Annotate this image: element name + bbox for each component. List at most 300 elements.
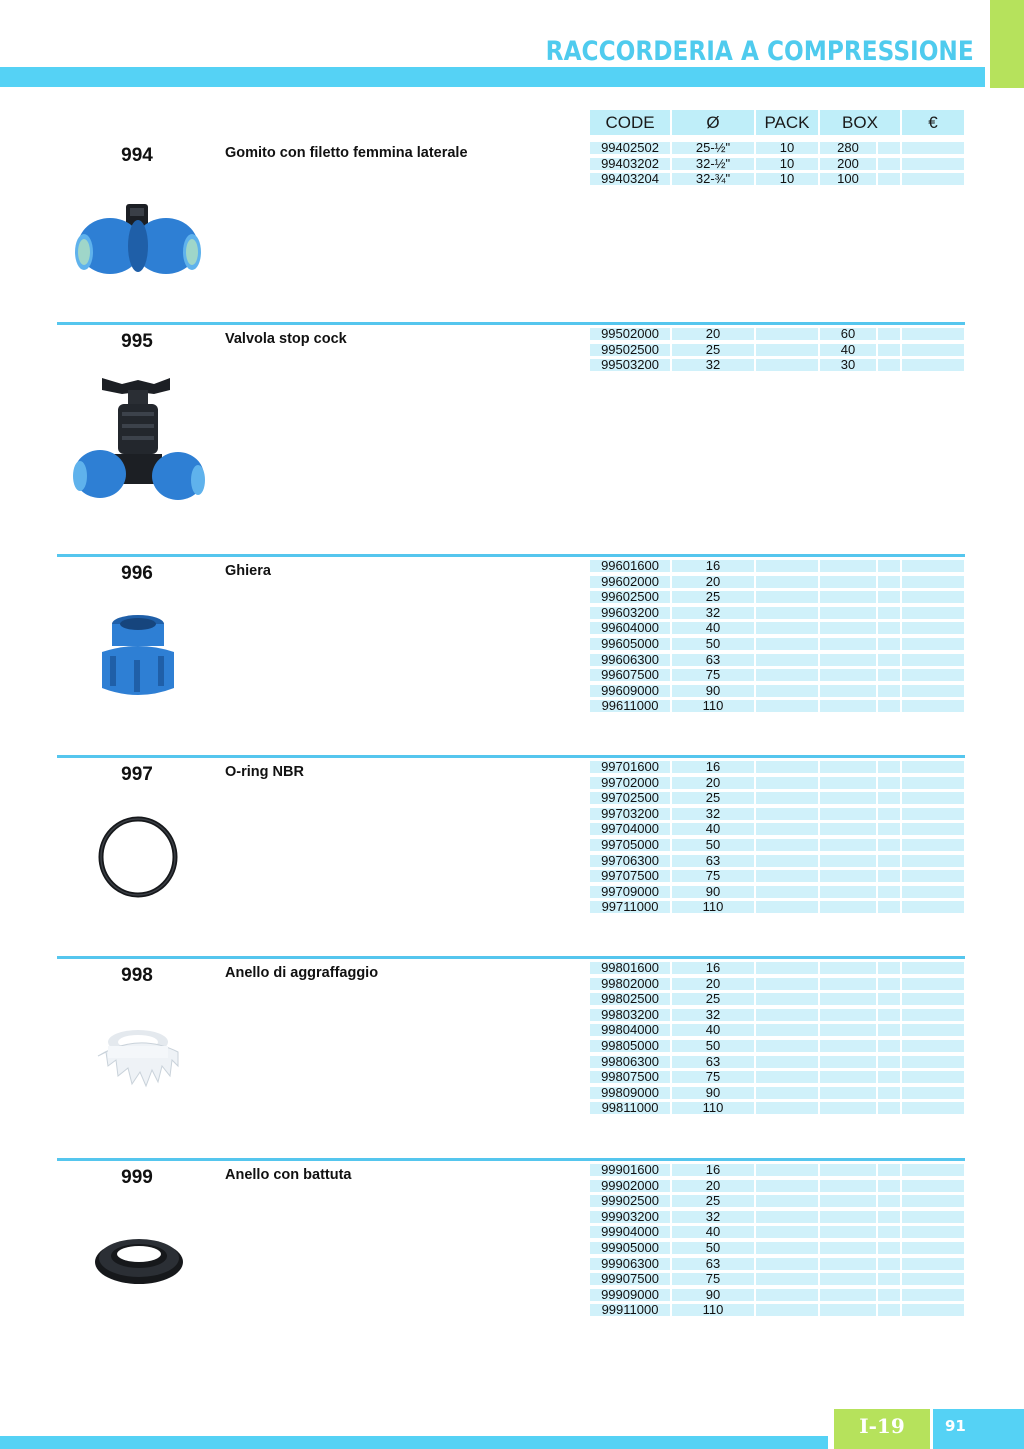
box-cell-spacer	[878, 1289, 900, 1301]
pack-cell	[756, 1024, 818, 1036]
column-header-box: BOX	[820, 110, 900, 135]
box-cell: 280	[820, 142, 876, 154]
code-cell: 99806300	[590, 1056, 670, 1068]
table-row	[590, 1271, 964, 1287]
box-cell-spacer	[878, 962, 900, 974]
box-cell	[820, 792, 876, 804]
box-cell-spacer	[878, 839, 900, 851]
price-cell	[902, 808, 964, 820]
code-cell: 99702500	[590, 792, 670, 804]
pack-cell	[756, 1102, 818, 1114]
section-code-badge: I-19	[834, 1409, 930, 1449]
box-cell	[820, 1304, 876, 1316]
code-table-994	[590, 140, 964, 187]
code-cell: 99503200	[590, 359, 670, 371]
pack-cell	[756, 870, 818, 882]
ring-nut-image	[96, 612, 180, 702]
code-cell: 99902500	[590, 1195, 670, 1207]
table-row	[590, 1240, 964, 1256]
price-cell	[902, 173, 964, 185]
diameter-cell: 110	[672, 901, 754, 913]
table-row	[590, 1162, 964, 1178]
code-cell: 99802000	[590, 978, 670, 990]
diameter-cell: 63	[672, 855, 754, 867]
pack-cell	[756, 685, 818, 697]
table-row	[590, 1085, 964, 1101]
diameter-cell: 63	[672, 654, 754, 666]
box-cell	[820, 1180, 876, 1192]
pack-cell	[756, 777, 818, 789]
code-cell: 99802500	[590, 993, 670, 1005]
product-title: Gomito con filetto femmina laterale	[225, 145, 468, 161]
table-row	[590, 1224, 964, 1240]
o-ring-image	[96, 815, 180, 899]
box-cell-spacer	[878, 1180, 900, 1192]
diameter-cell: 50	[672, 1242, 754, 1254]
code-cell: 99706300	[590, 855, 670, 867]
price-cell	[902, 978, 964, 990]
price-cell	[902, 142, 964, 154]
diameter-cell: 32	[672, 607, 754, 619]
price-cell	[902, 1273, 964, 1285]
diameter-cell: 20	[672, 1180, 754, 1192]
diameter-cell: 50	[672, 839, 754, 851]
pack-cell	[756, 855, 818, 867]
box-cell	[820, 1102, 876, 1114]
pack-cell	[756, 328, 818, 340]
diameter-cell: 40	[672, 823, 754, 835]
box-cell-spacer	[878, 1195, 900, 1207]
box-cell-spacer	[878, 1258, 900, 1270]
table-row	[590, 1209, 964, 1225]
product-title: Ghiera	[225, 563, 271, 579]
box-cell: 200	[820, 158, 876, 170]
price-cell	[902, 685, 964, 697]
price-cell	[902, 607, 964, 619]
table-row	[590, 1256, 964, 1272]
code-table-998	[590, 960, 964, 1116]
diameter-cell: 90	[672, 1087, 754, 1099]
pack-cell	[756, 823, 818, 835]
page-title: RACCORDERIA A COMPRESSIONE	[545, 36, 974, 67]
section-divider	[57, 755, 965, 758]
box-cell	[820, 622, 876, 634]
pack-cell: 10	[756, 142, 818, 154]
diameter-cell: 25-½"	[672, 142, 754, 154]
diameter-cell: 50	[672, 638, 754, 650]
pack-cell	[756, 700, 818, 712]
code-cell: 99711000	[590, 901, 670, 913]
product-title: Anello di aggraffaggio	[225, 965, 379, 981]
section-divider	[57, 554, 965, 557]
box-cell	[820, 591, 876, 603]
code-cell: 99602500	[590, 591, 670, 603]
code-cell: 99604000	[590, 622, 670, 634]
column-header-pack: PACK	[756, 110, 818, 135]
box-cell	[820, 777, 876, 789]
code-cell: 99402502	[590, 142, 670, 154]
price-cell	[902, 700, 964, 712]
price-cell	[902, 962, 964, 974]
pack-cell	[756, 761, 818, 773]
box-cell-spacer	[878, 359, 900, 371]
code-cell: 99907500	[590, 1273, 670, 1285]
box-cell-spacer	[878, 1304, 900, 1316]
code-cell: 99704000	[590, 823, 670, 835]
diameter-cell: 25	[672, 344, 754, 356]
pack-cell	[756, 1258, 818, 1270]
code-cell: 99804000	[590, 1024, 670, 1036]
code-cell: 99702000	[590, 777, 670, 789]
table-row	[590, 1302, 964, 1318]
price-cell	[902, 1164, 964, 1176]
diameter-cell: 90	[672, 685, 754, 697]
product-number: 994	[121, 145, 153, 166]
code-cell: 99611000	[590, 700, 670, 712]
pack-cell	[756, 993, 818, 1005]
price-cell	[902, 761, 964, 773]
box-cell	[820, 1242, 876, 1254]
box-cell	[820, 1024, 876, 1036]
price-cell	[902, 1056, 964, 1068]
product-number: 995	[121, 331, 153, 352]
pack-cell	[756, 1071, 818, 1083]
box-cell-spacer	[878, 823, 900, 835]
table-row	[590, 558, 964, 574]
code-cell: 99707500	[590, 870, 670, 882]
diameter-cell: 75	[672, 1071, 754, 1083]
box-cell	[820, 1258, 876, 1270]
diameter-cell: 32	[672, 1211, 754, 1223]
diameter-cell: 110	[672, 1102, 754, 1114]
product-title: Anello con battuta	[225, 1167, 352, 1183]
price-cell	[902, 993, 964, 1005]
code-cell: 99811000	[590, 1102, 670, 1114]
box-cell-spacer	[878, 777, 900, 789]
product-number: 997	[121, 764, 153, 785]
table-row	[590, 156, 964, 172]
table-row	[590, 976, 964, 992]
pack-cell	[756, 359, 818, 371]
table-row	[590, 652, 964, 668]
table-row	[590, 899, 964, 915]
column-header-diameter: Ø	[672, 110, 754, 135]
table-row	[590, 620, 964, 636]
pack-cell	[756, 638, 818, 650]
code-cell: 99902000	[590, 1180, 670, 1192]
elbow-fitting-image	[70, 200, 206, 280]
box-cell-spacer	[878, 700, 900, 712]
pack-cell	[756, 591, 818, 603]
box-cell-spacer	[878, 576, 900, 588]
box-cell	[820, 901, 876, 913]
box-cell-spacer	[878, 1087, 900, 1099]
clamp-ring-image	[92, 1022, 184, 1096]
diameter-cell: 32	[672, 808, 754, 820]
table-row	[590, 960, 964, 976]
box-cell	[820, 823, 876, 835]
pack-cell	[756, 607, 818, 619]
code-cell: 99502000	[590, 328, 670, 340]
box-cell	[820, 576, 876, 588]
box-cell	[820, 685, 876, 697]
box-cell-spacer	[878, 1040, 900, 1052]
pack-cell	[756, 962, 818, 974]
pack-cell	[756, 1304, 818, 1316]
section-divider	[57, 956, 965, 959]
box-cell-spacer	[878, 344, 900, 356]
box-cell-spacer	[878, 173, 900, 185]
column-header-code: CODE	[590, 110, 670, 135]
pack-cell	[756, 839, 818, 851]
diameter-cell: 32-½"	[672, 158, 754, 170]
box-cell	[820, 560, 876, 572]
code-table-995	[590, 326, 964, 373]
diameter-cell: 63	[672, 1258, 754, 1270]
stop-cock-valve-image	[70, 370, 206, 510]
box-cell	[820, 654, 876, 666]
price-cell	[902, 560, 964, 572]
box-cell	[820, 808, 876, 820]
table-row	[590, 1193, 964, 1209]
box-cell-spacer	[878, 1009, 900, 1021]
pack-cell	[756, 1211, 818, 1223]
diameter-cell: 40	[672, 622, 754, 634]
diameter-cell: 20	[672, 328, 754, 340]
diameter-cell: 32	[672, 359, 754, 371]
table-row	[590, 1178, 964, 1194]
pack-cell	[756, 808, 818, 820]
box-cell-spacer	[878, 870, 900, 882]
table-row	[590, 605, 964, 621]
box-cell	[820, 1164, 876, 1176]
code-cell: 99602000	[590, 576, 670, 588]
diameter-cell: 40	[672, 1024, 754, 1036]
price-cell	[902, 328, 964, 340]
box-cell	[820, 870, 876, 882]
box-cell-spacer	[878, 1226, 900, 1238]
diameter-cell: 110	[672, 1304, 754, 1316]
table-row	[590, 140, 964, 156]
table-row	[590, 1038, 964, 1054]
pack-cell	[756, 886, 818, 898]
diameter-cell: 16	[672, 1164, 754, 1176]
box-cell	[820, 1071, 876, 1083]
box-cell-spacer	[878, 978, 900, 990]
pack-cell	[756, 1009, 818, 1021]
price-cell	[902, 654, 964, 666]
price-cell	[902, 638, 964, 650]
price-cell	[902, 1024, 964, 1036]
box-cell	[820, 1289, 876, 1301]
diameter-cell: 75	[672, 870, 754, 882]
box-cell-spacer	[878, 591, 900, 603]
box-cell: 40	[820, 344, 876, 356]
box-cell-spacer	[878, 886, 900, 898]
box-cell-spacer	[878, 669, 900, 681]
page-number: 91	[933, 1409, 1024, 1449]
diameter-cell: 110	[672, 700, 754, 712]
diameter-cell: 32-¾"	[672, 173, 754, 185]
box-cell	[820, 1009, 876, 1021]
box-cell-spacer	[878, 855, 900, 867]
code-cell: 99906300	[590, 1258, 670, 1270]
pack-cell	[756, 1226, 818, 1238]
price-cell	[902, 777, 964, 789]
box-cell-spacer	[878, 654, 900, 666]
pack-cell	[756, 1056, 818, 1068]
price-cell	[902, 1211, 964, 1223]
price-cell	[902, 823, 964, 835]
code-cell: 99607500	[590, 669, 670, 681]
price-cell	[902, 1242, 964, 1254]
box-cell	[820, 761, 876, 773]
price-cell	[902, 1009, 964, 1021]
pack-cell: 10	[756, 173, 818, 185]
section-divider	[57, 1158, 965, 1161]
box-cell	[820, 993, 876, 1005]
diameter-cell: 63	[672, 1056, 754, 1068]
table-row	[590, 821, 964, 837]
table-row	[590, 357, 964, 373]
box-cell	[820, 607, 876, 619]
table-row	[590, 698, 964, 714]
box-cell	[820, 839, 876, 851]
price-cell	[902, 344, 964, 356]
box-cell-spacer	[878, 638, 900, 650]
box-cell	[820, 962, 876, 974]
box-cell-spacer	[878, 1211, 900, 1223]
code-cell: 99403202	[590, 158, 670, 170]
box-cell-spacer	[878, 761, 900, 773]
table-row	[590, 171, 964, 187]
diameter-cell: 20	[672, 777, 754, 789]
price-cell	[902, 1040, 964, 1052]
price-cell	[902, 1304, 964, 1316]
box-cell	[820, 638, 876, 650]
box-cell: 100	[820, 173, 876, 185]
code-cell: 99809000	[590, 1087, 670, 1099]
price-cell	[902, 669, 964, 681]
price-cell	[902, 1195, 964, 1207]
header-bar	[0, 67, 985, 87]
price-cell	[902, 1289, 964, 1301]
pack-cell: 10	[756, 158, 818, 170]
pack-cell	[756, 901, 818, 913]
code-cell: 99709000	[590, 886, 670, 898]
section-divider	[57, 322, 965, 325]
pack-cell	[756, 792, 818, 804]
table-row	[590, 1007, 964, 1023]
code-cell: 99502500	[590, 344, 670, 356]
table-row	[590, 837, 964, 853]
table-row	[590, 759, 964, 775]
pack-cell	[756, 1195, 818, 1207]
price-cell	[902, 158, 964, 170]
box-cell	[820, 1273, 876, 1285]
price-cell	[902, 855, 964, 867]
box-cell-spacer	[878, 328, 900, 340]
footer-bar	[0, 1436, 828, 1449]
box-cell-spacer	[878, 607, 900, 619]
diameter-cell: 16	[672, 560, 754, 572]
product-number: 999	[121, 1167, 153, 1188]
table-row	[590, 775, 964, 791]
price-cell	[902, 576, 964, 588]
box-cell-spacer	[878, 1056, 900, 1068]
shoulder-ring-image	[94, 1232, 184, 1286]
box-cell	[820, 700, 876, 712]
box-cell-spacer	[878, 1102, 900, 1114]
box-cell	[820, 886, 876, 898]
table-row	[590, 884, 964, 900]
product-title: Valvola stop cock	[225, 331, 347, 347]
table-row	[590, 853, 964, 869]
table-row	[590, 574, 964, 590]
code-cell: 99606300	[590, 654, 670, 666]
box-cell	[820, 855, 876, 867]
pack-cell	[756, 576, 818, 588]
table-row	[590, 636, 964, 652]
box-cell: 30	[820, 359, 876, 371]
code-cell: 99609000	[590, 685, 670, 697]
diameter-cell: 90	[672, 886, 754, 898]
pack-cell	[756, 669, 818, 681]
diameter-cell: 90	[672, 1289, 754, 1301]
pack-cell	[756, 1273, 818, 1285]
diameter-cell: 16	[672, 962, 754, 974]
price-cell	[902, 1226, 964, 1238]
box-cell-spacer	[878, 1273, 900, 1285]
box-cell-spacer	[878, 1242, 900, 1254]
box-cell	[820, 1056, 876, 1068]
box-cell-spacer	[878, 993, 900, 1005]
box-cell	[820, 1195, 876, 1207]
product-number: 998	[121, 965, 153, 986]
code-cell: 99904000	[590, 1226, 670, 1238]
diameter-cell: 20	[672, 576, 754, 588]
code-cell: 99911000	[590, 1304, 670, 1316]
table-row	[590, 342, 964, 358]
box-cell	[820, 1040, 876, 1052]
code-cell: 99601600	[590, 560, 670, 572]
code-cell: 99603200	[590, 607, 670, 619]
price-cell	[902, 870, 964, 882]
diameter-cell: 25	[672, 993, 754, 1005]
table-row	[590, 683, 964, 699]
pack-cell	[756, 1180, 818, 1192]
table-row	[590, 790, 964, 806]
table-row	[590, 1022, 964, 1038]
pack-cell	[756, 560, 818, 572]
top-right-tab	[990, 0, 1024, 88]
price-cell	[902, 1087, 964, 1099]
code-table-996	[590, 558, 964, 714]
diameter-cell: 16	[672, 761, 754, 773]
box-cell-spacer	[878, 1071, 900, 1083]
column-header-price: €	[902, 110, 964, 135]
box-cell-spacer	[878, 1024, 900, 1036]
code-cell: 99705000	[590, 839, 670, 851]
code-cell: 99803200	[590, 1009, 670, 1021]
pack-cell	[756, 1289, 818, 1301]
pack-cell	[756, 1040, 818, 1052]
diameter-cell: 40	[672, 1226, 754, 1238]
table-row	[590, 1100, 964, 1116]
pack-cell	[756, 344, 818, 356]
code-table-997	[590, 759, 964, 915]
box-cell-spacer	[878, 901, 900, 913]
